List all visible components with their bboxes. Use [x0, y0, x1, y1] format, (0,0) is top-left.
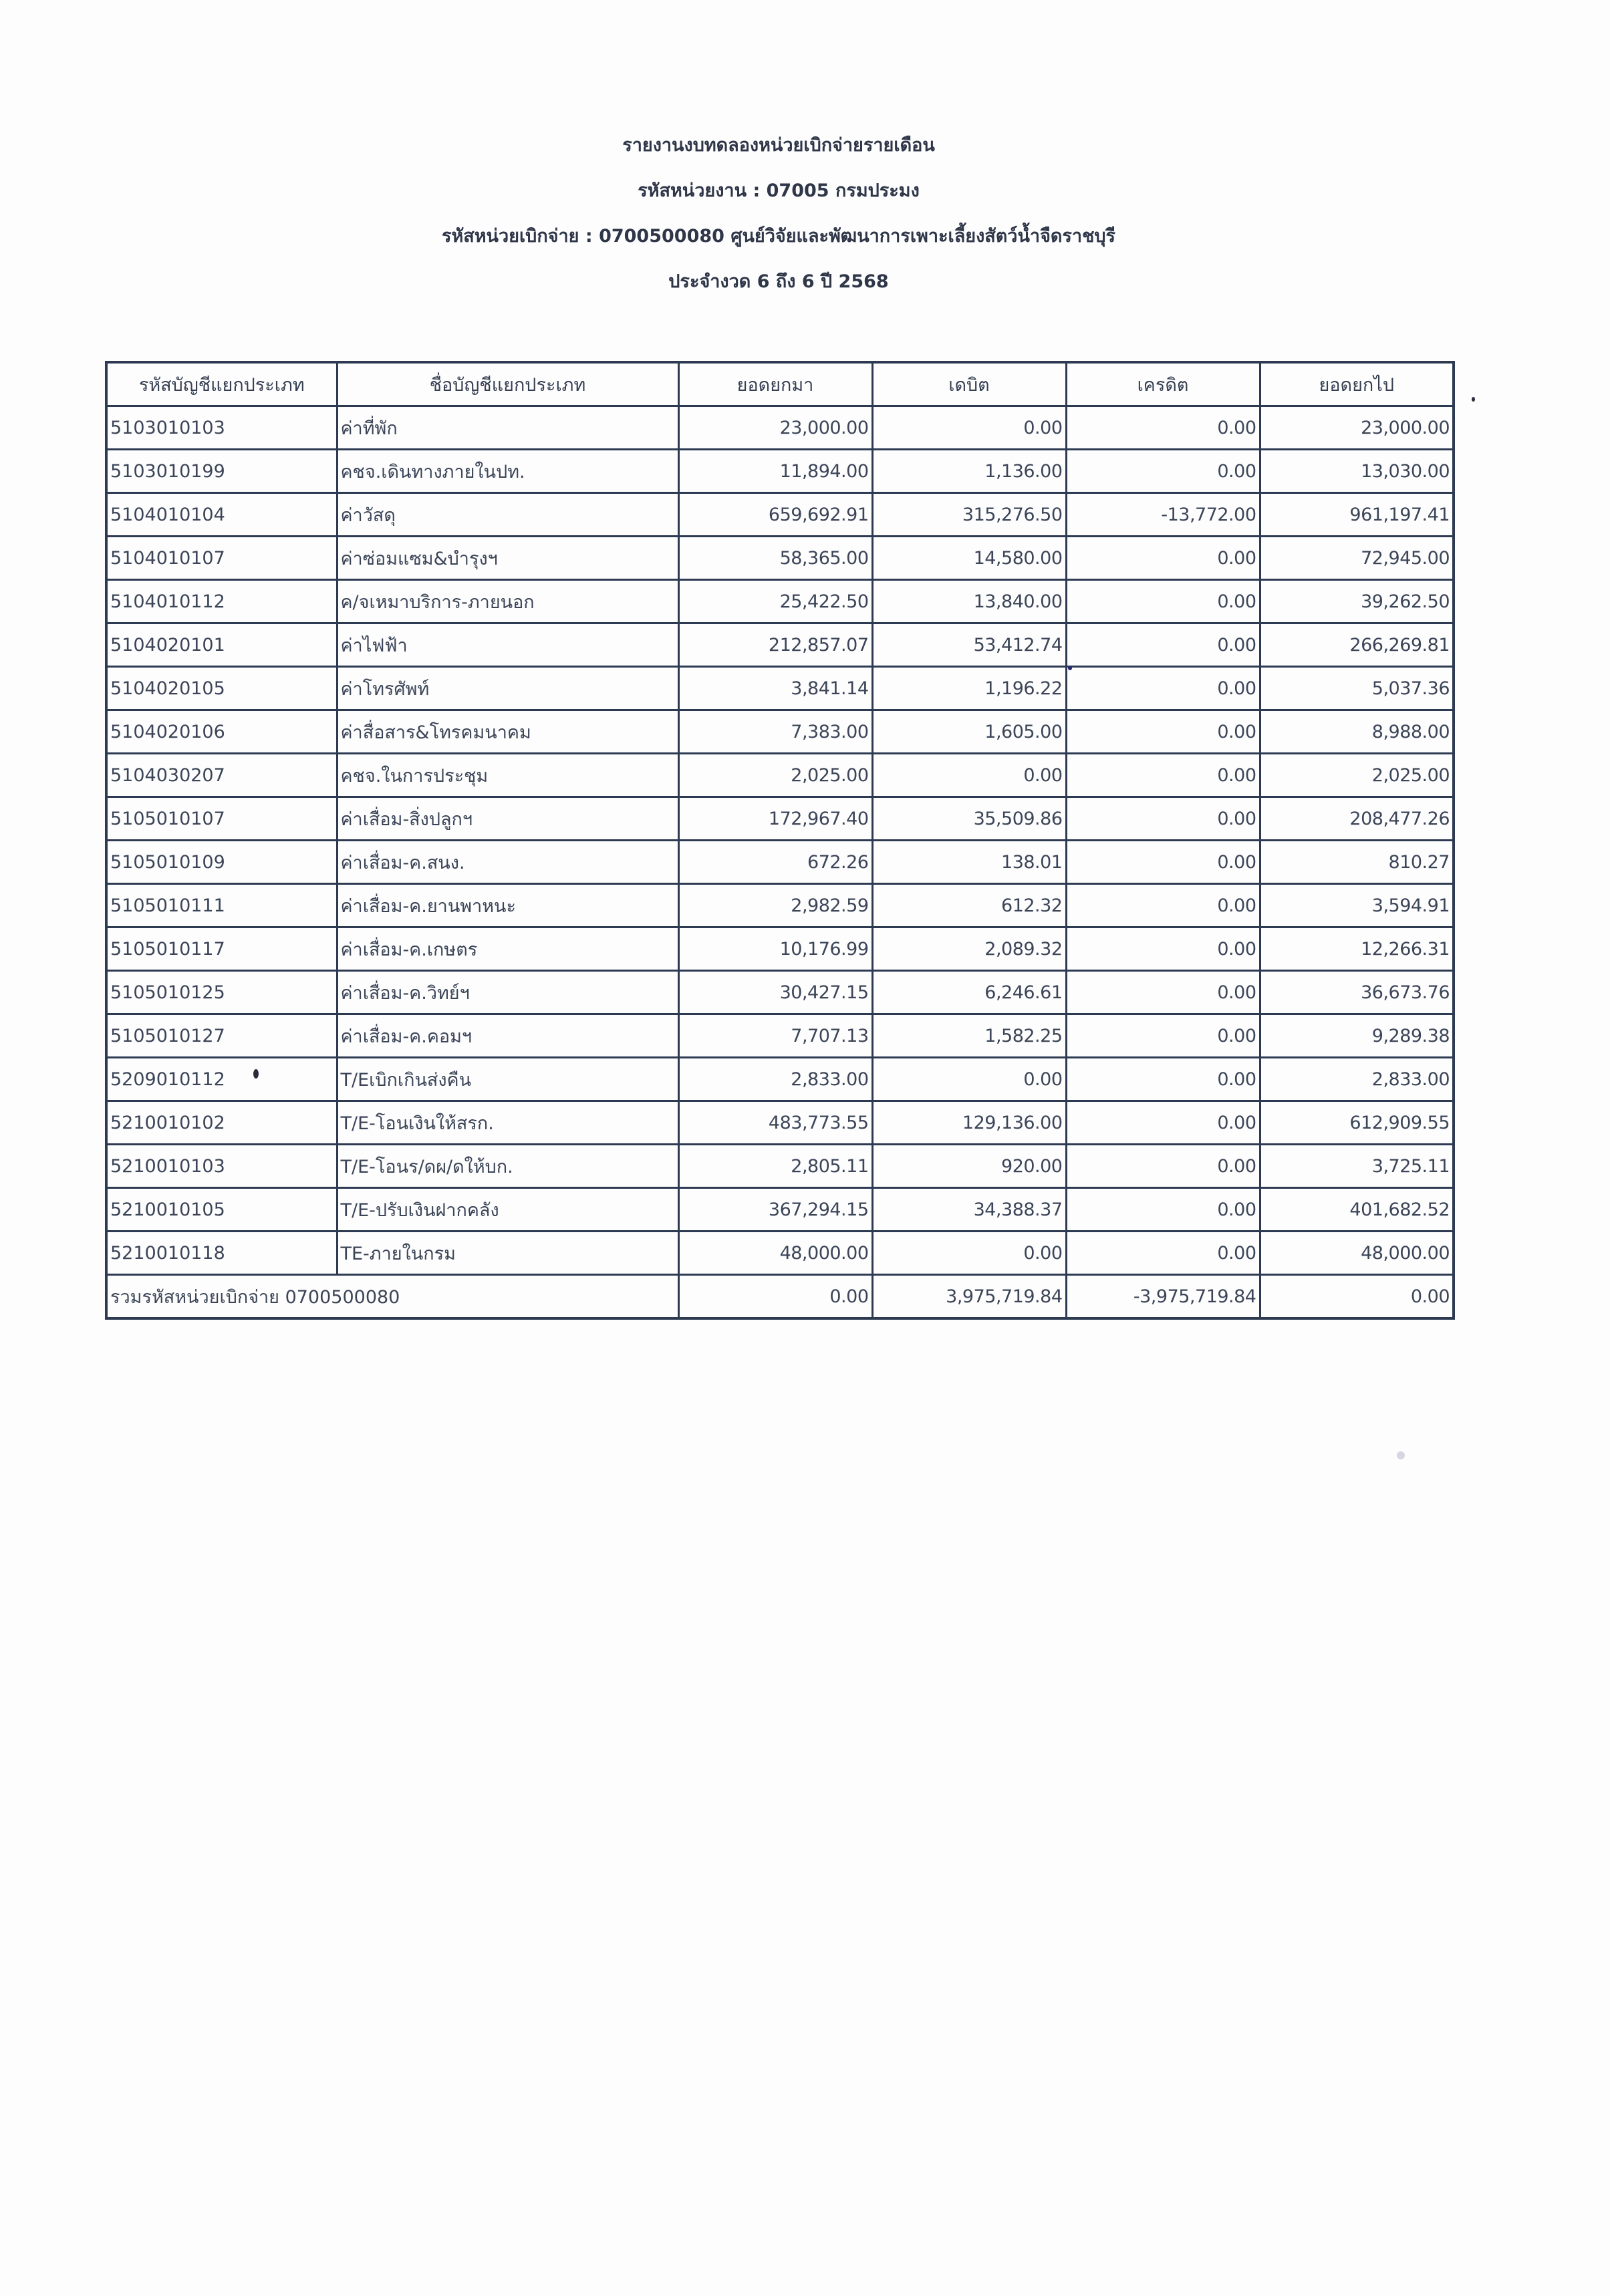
carried-forward: 2,833.00 — [1260, 1058, 1454, 1101]
table-row — [106, 1101, 1454, 1145]
account-name: T/E-โอนร/ดผ/ดให้บก. — [337, 1145, 678, 1188]
brought-forward: 11,894.00 — [678, 450, 872, 493]
account-name: ค่าที่พัก — [337, 406, 678, 450]
credit: 0.00 — [1066, 1145, 1260, 1188]
carried-forward: 266,269.81 — [1260, 623, 1454, 667]
table-row — [106, 493, 1454, 537]
account-code: 5104030207 — [106, 754, 337, 797]
account-name: TE-ภายในกรม — [337, 1232, 678, 1275]
account-code: 5104020106 — [106, 710, 337, 754]
table-row — [106, 754, 1454, 797]
account-code: 5210010105 — [106, 1188, 337, 1232]
account-code: 5105010111 — [106, 884, 337, 927]
total-credit: -3,975,719.84 — [1066, 1275, 1260, 1319]
column-header-account-name: ชื่อบัญชีแยกประเภท — [337, 362, 678, 406]
carried-forward: 39,262.50 — [1260, 580, 1454, 623]
table-row — [106, 406, 1454, 450]
carried-forward: 23,000.00 — [1260, 406, 1454, 450]
account-name: ค่าไฟฟ้า — [337, 623, 678, 667]
debit: 612.32 — [872, 884, 1066, 927]
credit: 0.00 — [1066, 841, 1260, 884]
carried-forward: 8,988.00 — [1260, 710, 1454, 754]
table-header-row — [106, 362, 1454, 406]
brought-forward: 2,833.00 — [678, 1058, 872, 1101]
credit: 0.00 — [1066, 710, 1260, 754]
debit: 34,388.37 — [872, 1188, 1066, 1232]
column-header-credit: เครดิต — [1066, 362, 1260, 406]
debit: 0.00 — [872, 754, 1066, 797]
debit: 920.00 — [872, 1145, 1066, 1188]
table-row — [106, 1188, 1454, 1232]
account-code: 5104010104 — [106, 493, 337, 537]
column-header-account-code: รหัสบัญชีแยกประเภท — [106, 362, 337, 406]
brought-forward: 7,383.00 — [678, 710, 872, 754]
table-row — [106, 537, 1454, 580]
account-code: 5103010103 — [106, 406, 337, 450]
table-row — [106, 710, 1454, 754]
table-row — [106, 927, 1454, 971]
account-code: 5209010112 — [106, 1058, 337, 1101]
account-name: T/E-ปรับเงินฝากคลัง — [337, 1188, 678, 1232]
scan-speck — [1472, 397, 1475, 402]
credit: -13,772.00 — [1066, 493, 1260, 537]
debit: 0.00 — [872, 406, 1066, 450]
carried-forward: 3,594.91 — [1260, 884, 1454, 927]
account-code: 5104010107 — [106, 537, 337, 580]
account-name: T/E-โอนเงินให้สรก. — [337, 1101, 678, 1145]
scan-speck — [1397, 1451, 1405, 1459]
brought-forward: 48,000.00 — [678, 1232, 872, 1275]
brought-forward: 367,294.15 — [678, 1188, 872, 1232]
period-line: ประจำงวด 6 ถึง 6 ปี 2568 — [668, 271, 889, 292]
carried-forward: 810.27 — [1260, 841, 1454, 884]
brought-forward: 659,692.91 — [678, 493, 872, 537]
debit: 315,276.50 — [872, 493, 1066, 537]
table-row — [106, 1058, 1454, 1101]
brought-forward: 172,967.40 — [678, 797, 872, 841]
table-row — [106, 667, 1454, 710]
account-name: ค/จเหมาบริการ-ภายนอก — [337, 580, 678, 623]
debit: 35,509.86 — [872, 797, 1066, 841]
account-code: 5103010199 — [106, 450, 337, 493]
carried-forward: 5,037.36 — [1260, 667, 1454, 710]
account-name: ค่าเสื่อม-ค.คอมฯ — [337, 1014, 678, 1058]
debit: 53,412.74 — [872, 623, 1066, 667]
carried-forward: 12,266.31 — [1260, 927, 1454, 971]
brought-forward: 2,805.11 — [678, 1145, 872, 1188]
account-name: ค่าเสื่อม-ค.สนง. — [337, 841, 678, 884]
account-code: 5105010109 — [106, 841, 337, 884]
column-header-brought-forward: ยอดยกมา — [678, 362, 872, 406]
table-row — [106, 971, 1454, 1014]
disbursement-unit-line: รหัสหน่วยเบิกจ่าย : 0700500080 ศูนย์วิจัยและพัฒนาการเพาะเลี้ยงสัตว์น้ำจืดราชบุรี — [441, 226, 1116, 247]
table-row — [106, 1145, 1454, 1188]
brought-forward: 10,176.99 — [678, 927, 872, 971]
debit: 0.00 — [872, 1058, 1066, 1101]
account-code: 5104020105 — [106, 667, 337, 710]
carried-forward: 13,030.00 — [1260, 450, 1454, 493]
credit: 0.00 — [1066, 537, 1260, 580]
brought-forward: 30,427.15 — [678, 971, 872, 1014]
scan-speck — [253, 1069, 259, 1079]
credit: 0.00 — [1066, 797, 1260, 841]
debit: 13,840.00 — [872, 580, 1066, 623]
brought-forward: 483,773.55 — [678, 1101, 872, 1145]
debit: 1,136.00 — [872, 450, 1066, 493]
brought-forward: 212,857.07 — [678, 623, 872, 667]
carried-forward: 36,673.76 — [1260, 971, 1454, 1014]
carried-forward: 612,909.55 — [1260, 1101, 1454, 1145]
account-code: 5210010103 — [106, 1145, 337, 1188]
credit: 0.00 — [1066, 623, 1260, 667]
credit: 0.00 — [1066, 1232, 1260, 1275]
report-title: รายงานงบทดลองหน่วยเบิกจ่ายรายเดือน — [622, 135, 935, 156]
total-row — [106, 1275, 1454, 1319]
account-name: ค่าเสื่อม-ค.เกษตร — [337, 927, 678, 971]
table-row — [106, 580, 1454, 623]
account-code: 5105010117 — [106, 927, 337, 971]
table-row — [106, 1014, 1454, 1058]
debit: 1,196.22 — [872, 667, 1066, 710]
carried-forward: 48,000.00 — [1260, 1232, 1454, 1275]
credit: 0.00 — [1066, 971, 1260, 1014]
table-row — [106, 841, 1454, 884]
debit: 6,246.61 — [872, 971, 1066, 1014]
account-name: T/Eเบิกเกินส่งคืน — [337, 1058, 678, 1101]
account-name: คชจ.ในการประชุม — [337, 754, 678, 797]
debit: 129,136.00 — [872, 1101, 1066, 1145]
carried-forward: 72,945.00 — [1260, 537, 1454, 580]
brought-forward: 23,000.00 — [678, 406, 872, 450]
total-brought-forward: 0.00 — [678, 1275, 872, 1319]
account-name: ค่าสื่อสาร&โทรคมนาคม — [337, 710, 678, 754]
account-code: 5104010112 — [106, 580, 337, 623]
credit: 0.00 — [1066, 667, 1260, 710]
credit: 0.00 — [1066, 406, 1260, 450]
total-debit: 3,975,719.84 — [872, 1275, 1066, 1319]
account-code: 5105010127 — [106, 1014, 337, 1058]
brought-forward: 2,982.59 — [678, 884, 872, 927]
account-code: 5210010118 — [106, 1232, 337, 1275]
total-label: รวมรหัสหน่วยเบิกจ่าย 0700500080 — [106, 1275, 678, 1319]
credit: 0.00 — [1066, 927, 1260, 971]
credit: 0.00 — [1066, 450, 1260, 493]
column-header-debit: เดบิต — [872, 362, 1066, 406]
trial-balance-table — [105, 361, 1455, 1320]
report-header — [0, 136, 1557, 291]
credit: 0.00 — [1066, 884, 1260, 927]
debit: 1,605.00 — [872, 710, 1066, 754]
total-carried-forward: 0.00 — [1260, 1275, 1454, 1319]
brought-forward: 3,841.14 — [678, 667, 872, 710]
account-code: 5210010102 — [106, 1101, 337, 1145]
credit: 0.00 — [1066, 754, 1260, 797]
carried-forward: 961,197.41 — [1260, 493, 1454, 537]
agency-code-line: รหัสหน่วยงาน : 07005 กรมประมง — [638, 180, 920, 201]
account-name: ค่าเสื่อม-ค.ยานพาหนะ — [337, 884, 678, 927]
carried-forward: 208,477.26 — [1260, 797, 1454, 841]
account-name: ค่าเสื่อม-สิ่งปลูกฯ — [337, 797, 678, 841]
account-name: ค่าโทรศัพท์ — [337, 667, 678, 710]
account-code: 5105010107 — [106, 797, 337, 841]
brought-forward: 7,707.13 — [678, 1014, 872, 1058]
brought-forward: 58,365.00 — [678, 537, 872, 580]
carried-forward: 9,289.38 — [1260, 1014, 1454, 1058]
brought-forward: 672.26 — [678, 841, 872, 884]
debit: 0.00 — [872, 1232, 1066, 1275]
table-row — [106, 797, 1454, 841]
brought-forward: 2,025.00 — [678, 754, 872, 797]
credit: 0.00 — [1066, 580, 1260, 623]
debit: 2,089.32 — [872, 927, 1066, 971]
debit: 1,582.25 — [872, 1014, 1066, 1058]
debit: 14,580.00 — [872, 537, 1066, 580]
table-row — [106, 884, 1454, 927]
carried-forward: 401,682.52 — [1260, 1188, 1454, 1232]
credit: 0.00 — [1066, 1188, 1260, 1232]
brought-forward: 25,422.50 — [678, 580, 872, 623]
table-row — [106, 450, 1454, 493]
account-name: ค่าวัสดุ — [337, 493, 678, 537]
account-name: ค่าเสื่อม-ค.วิทย์ฯ — [337, 971, 678, 1014]
carried-forward: 2,025.00 — [1260, 754, 1454, 797]
account-code: 5105010125 — [106, 971, 337, 1014]
table-row — [106, 1232, 1454, 1275]
credit: 0.00 — [1066, 1058, 1260, 1101]
scan-speck — [1068, 666, 1072, 670]
account-code: 5104020101 — [106, 623, 337, 667]
credit: 0.00 — [1066, 1101, 1260, 1145]
table-row — [106, 623, 1454, 667]
account-name: ค่าซ่อมแซม&บำรุงฯ — [337, 537, 678, 580]
account-name: คชจ.เดินทางภายในปท. — [337, 450, 678, 493]
credit: 0.00 — [1066, 1014, 1260, 1058]
column-header-carried-forward: ยอดยกไป — [1260, 362, 1454, 406]
carried-forward: 3,725.11 — [1260, 1145, 1454, 1188]
debit: 138.01 — [872, 841, 1066, 884]
